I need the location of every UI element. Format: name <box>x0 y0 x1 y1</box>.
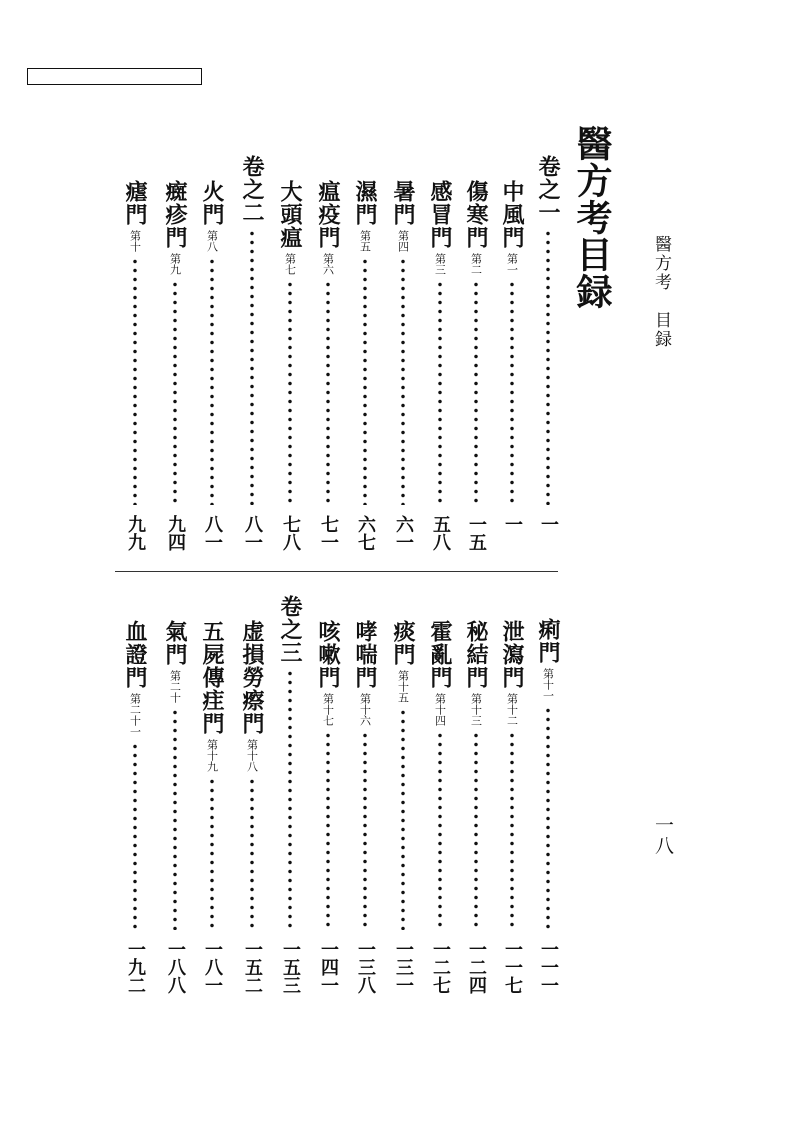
page-number: 一 <box>538 515 559 533</box>
chapter-title: 咳嗽門 <box>315 620 341 689</box>
chapter-ordinal: 第四 <box>396 230 410 252</box>
chapter-ordinal: 第七 <box>283 253 297 275</box>
dot-leader <box>363 731 367 930</box>
blank-box <box>27 68 202 85</box>
chapter-title: 哮喘門 <box>352 620 378 689</box>
dot-leader <box>288 669 292 930</box>
chapter-ordinal: 第三 <box>433 253 447 275</box>
toc-entry <box>122 620 148 995</box>
toc-entry <box>315 620 341 995</box>
volume-title: 卷之二 <box>239 155 265 224</box>
chapter-ordinal: 第十四 <box>433 693 447 726</box>
chapter-ordinal: 第二十 <box>168 670 182 703</box>
chapter-ordinal: 第十一 <box>541 668 555 701</box>
toc-entry <box>463 620 489 995</box>
page-number: 一三一 <box>393 940 414 994</box>
page-number: 一一一 <box>538 940 559 994</box>
page-number: 一四一 <box>318 940 339 994</box>
chapter-title: 傷寒門 <box>463 180 489 249</box>
toc-entry <box>427 180 453 555</box>
page-number: 一八八 <box>165 940 186 994</box>
chapter-ordinal: 第二十一 <box>128 693 142 737</box>
page-number: 八一 <box>202 515 223 551</box>
toc-entry <box>199 180 225 555</box>
chapter-ordinal: 第六 <box>321 253 335 275</box>
chapter-title: 秘結門 <box>463 620 489 689</box>
chapter-ordinal: 第十 <box>128 230 142 252</box>
chapter-title: 濕門 <box>352 180 378 226</box>
chapter-title: 中風門 <box>499 180 525 249</box>
chapter-title: 血證門 <box>122 620 148 689</box>
page-number: 一九二 <box>125 940 146 994</box>
dot-leader <box>546 706 550 930</box>
toc-entry <box>427 620 453 995</box>
dot-leader <box>133 742 137 930</box>
page-number: 一二七 <box>430 940 451 994</box>
chapter-title: 大頭瘟 <box>277 180 303 249</box>
chapter-title: 痢門 <box>535 618 561 664</box>
chapter-title: 痰門 <box>390 620 416 666</box>
chapter-ordinal: 第五 <box>358 230 372 252</box>
toc-entry <box>499 620 525 995</box>
chapter-title: 虚損勞瘵門 <box>239 620 265 735</box>
chapter-title: 火門 <box>199 180 225 226</box>
toc-entry <box>352 620 378 995</box>
toc-entry <box>390 620 416 995</box>
chapter-ordinal: 第十八 <box>245 739 259 772</box>
chapter-ordinal: 第十三 <box>469 693 483 726</box>
page-number: 六一 <box>393 515 414 551</box>
dot-leader <box>210 777 214 930</box>
chapter-ordinal: 第二 <box>469 253 483 275</box>
page-number: 八一 <box>242 515 263 551</box>
page-number: 一五三 <box>280 940 301 994</box>
dot-leader <box>250 229 254 505</box>
toc-entry <box>122 180 148 555</box>
toc-entry <box>463 180 489 555</box>
toc-entry <box>162 180 188 555</box>
dot-leader <box>474 731 478 930</box>
page-number: 一 <box>502 515 523 533</box>
dot-leader <box>173 280 177 505</box>
running-head: 醫方考 目録 <box>651 235 671 349</box>
toc-entry <box>352 180 378 555</box>
dot-leader <box>510 731 514 930</box>
page-number: 九九 <box>125 515 146 551</box>
page-number: 一三八 <box>355 940 376 994</box>
volume-title: 卷之三 <box>277 595 303 664</box>
dot-leader <box>401 257 405 505</box>
dot-leader <box>546 229 550 505</box>
page-number: 一八一 <box>202 940 223 994</box>
toc-entry <box>162 620 188 995</box>
chapter-title: 暑門 <box>390 180 416 226</box>
dot-leader <box>173 708 177 930</box>
toc-entry <box>535 618 561 995</box>
toc-volume-heading <box>277 595 303 995</box>
dot-leader <box>438 280 442 505</box>
toc-volume-heading <box>535 155 561 555</box>
page-title: 醫方考目録 <box>571 125 613 310</box>
page-number: 一一七 <box>502 940 523 994</box>
dot-leader <box>133 257 137 505</box>
dot-leader <box>401 708 405 930</box>
chapter-ordinal: 第十六 <box>358 693 372 726</box>
dot-leader <box>363 257 367 505</box>
chapter-title: 感冒門 <box>427 180 453 249</box>
page-number-folio: 一八 <box>652 815 674 857</box>
chapter-ordinal: 第十七 <box>321 693 335 726</box>
dot-leader <box>510 280 514 505</box>
chapter-ordinal: 第九 <box>168 253 182 275</box>
toc-entry <box>277 180 303 555</box>
page-number: 七一 <box>318 515 339 551</box>
chapter-title: 氣門 <box>162 620 188 666</box>
dot-leader <box>326 280 330 505</box>
chapter-ordinal: 第一 <box>505 253 519 275</box>
toc-entry <box>315 180 341 555</box>
chapter-title: 瘧門 <box>122 180 148 226</box>
page-number: 七八 <box>280 515 301 551</box>
chapter-title: 瘟疫門 <box>315 180 341 249</box>
toc-entry <box>199 620 225 995</box>
divider-rule <box>115 571 558 572</box>
dot-leader <box>210 257 214 505</box>
toc-volume-heading <box>239 155 265 555</box>
chapter-ordinal: 第十九 <box>205 739 219 772</box>
dot-leader <box>474 280 478 505</box>
chapter-ordinal: 第八 <box>205 230 219 252</box>
volume-title: 卷之一 <box>535 155 561 224</box>
page-number: 一五二 <box>242 940 263 994</box>
toc-entry <box>239 620 265 995</box>
page-number: 一五 <box>466 515 487 551</box>
chapter-title: 霍亂門 <box>427 620 453 689</box>
toc-entry <box>499 180 525 555</box>
toc-entry <box>390 180 416 555</box>
chapter-title: 癍疹門 <box>162 180 188 249</box>
page-number: 五八 <box>430 515 451 551</box>
dot-leader <box>438 731 442 930</box>
chapter-title: 泄瀉門 <box>499 620 525 689</box>
page-number: 六七 <box>355 515 376 551</box>
page-number: 九四 <box>165 515 186 551</box>
dot-leader <box>288 280 292 505</box>
dot-leader <box>326 731 330 930</box>
dot-leader <box>250 777 254 930</box>
page-number: 一二四 <box>466 940 487 994</box>
chapter-ordinal: 第十二 <box>505 693 519 726</box>
chapter-ordinal: 第十五 <box>396 670 410 703</box>
chapter-title: 五屍傳疰門 <box>199 620 225 735</box>
